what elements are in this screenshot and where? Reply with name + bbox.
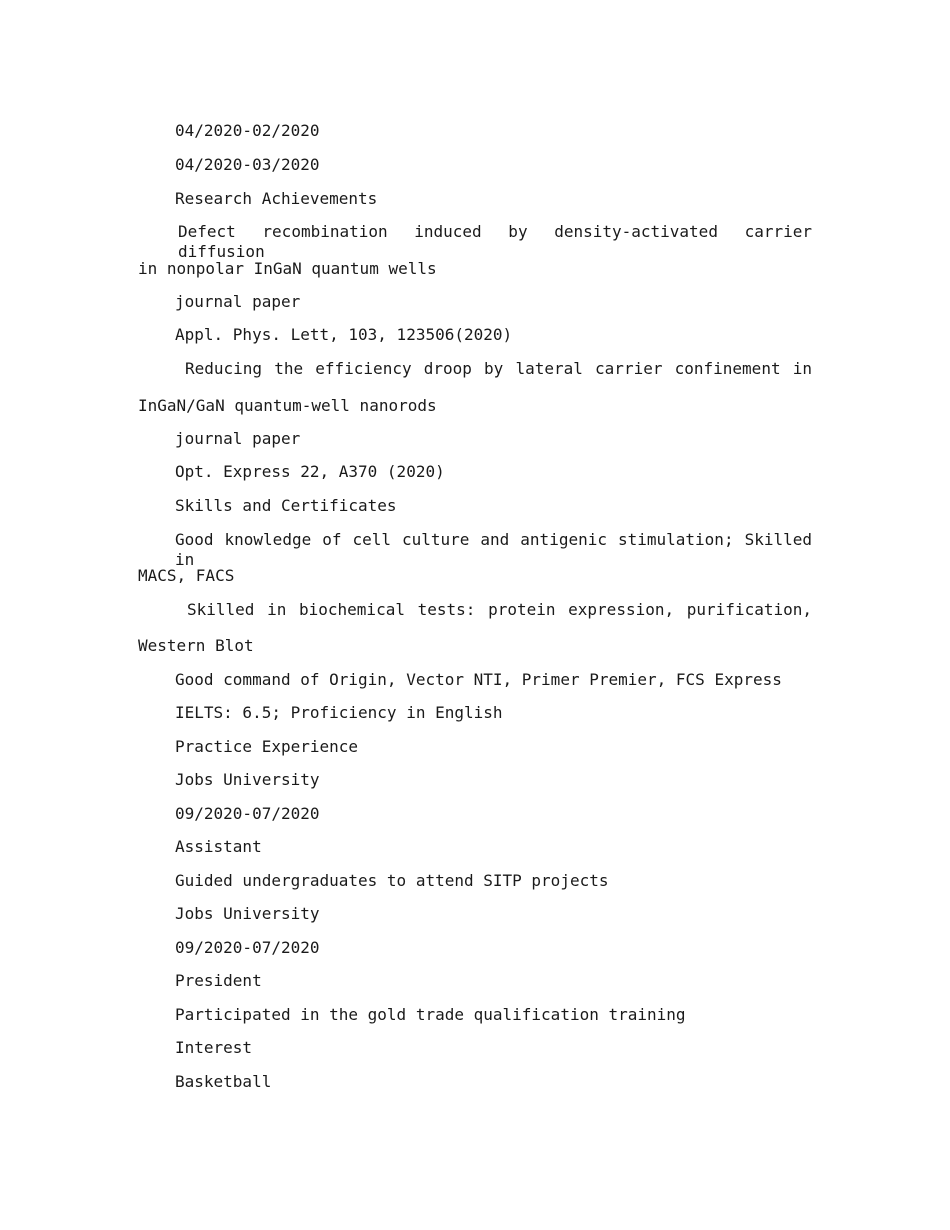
practice-1-dates: 09/2020-07/2020 <box>175 804 320 823</box>
skill-2-line-1: Skilled in biochemical tests: protein expression, purification, <box>187 600 812 619</box>
practice-1-description: Guided undergraduates to attend SITP projects <box>175 871 609 890</box>
paper-citation-2: Opt. Express 22, A370 (2020) <box>175 462 445 481</box>
section-heading-research: Research Achievements <box>175 189 378 208</box>
paper-title-2-line-2: InGaN/GaN quantum-well nanorods <box>138 396 437 415</box>
paper-type-2: journal paper <box>175 429 301 448</box>
paper-citation-1: Appl. Phys. Lett, 103, 123506(2020) <box>175 325 513 344</box>
skill-1-line-2: MACS, FACS <box>138 566 235 585</box>
paper-type-1: journal paper <box>175 292 301 311</box>
skill-2-line-2: Western Blot <box>138 636 254 655</box>
skill-1-line-1: Good knowledge of cell culture and antigenic stimulation; Skilled in <box>175 530 812 569</box>
section-heading-skills: Skills and Certificates <box>175 496 397 515</box>
practice-1-org: Jobs University <box>175 770 320 789</box>
interest-item: Basketball <box>175 1072 272 1091</box>
skill-3: Good command of Origin, Vector NTI, Primer Premier, FCS Express <box>175 670 782 689</box>
practice-2-description: Participated in the gold trade qualification training <box>175 1005 686 1024</box>
practice-2-dates: 09/2020-07/2020 <box>175 938 320 957</box>
paper-title-1-line-2: in nonpolar InGaN quantum wells <box>138 259 437 278</box>
skill-4: IELTS: 6.5; Proficiency in English <box>175 703 503 722</box>
paper-title-1-line-1: Defect recombination induced by density-activated carrier diffusion <box>178 222 812 261</box>
practice-1-role: Assistant <box>175 837 262 856</box>
date-range-1: 04/2020-02/2020 <box>175 121 320 140</box>
practice-2-role: President <box>175 971 262 990</box>
paper-title-2-line-1: Reducing the efficiency droop by lateral carrier confinement in <box>185 359 812 378</box>
practice-2-org: Jobs University <box>175 904 320 923</box>
section-heading-interest: Interest <box>175 1038 253 1057</box>
date-range-2: 04/2020-03/2020 <box>175 155 320 174</box>
section-heading-practice: Practice Experience <box>175 737 359 756</box>
